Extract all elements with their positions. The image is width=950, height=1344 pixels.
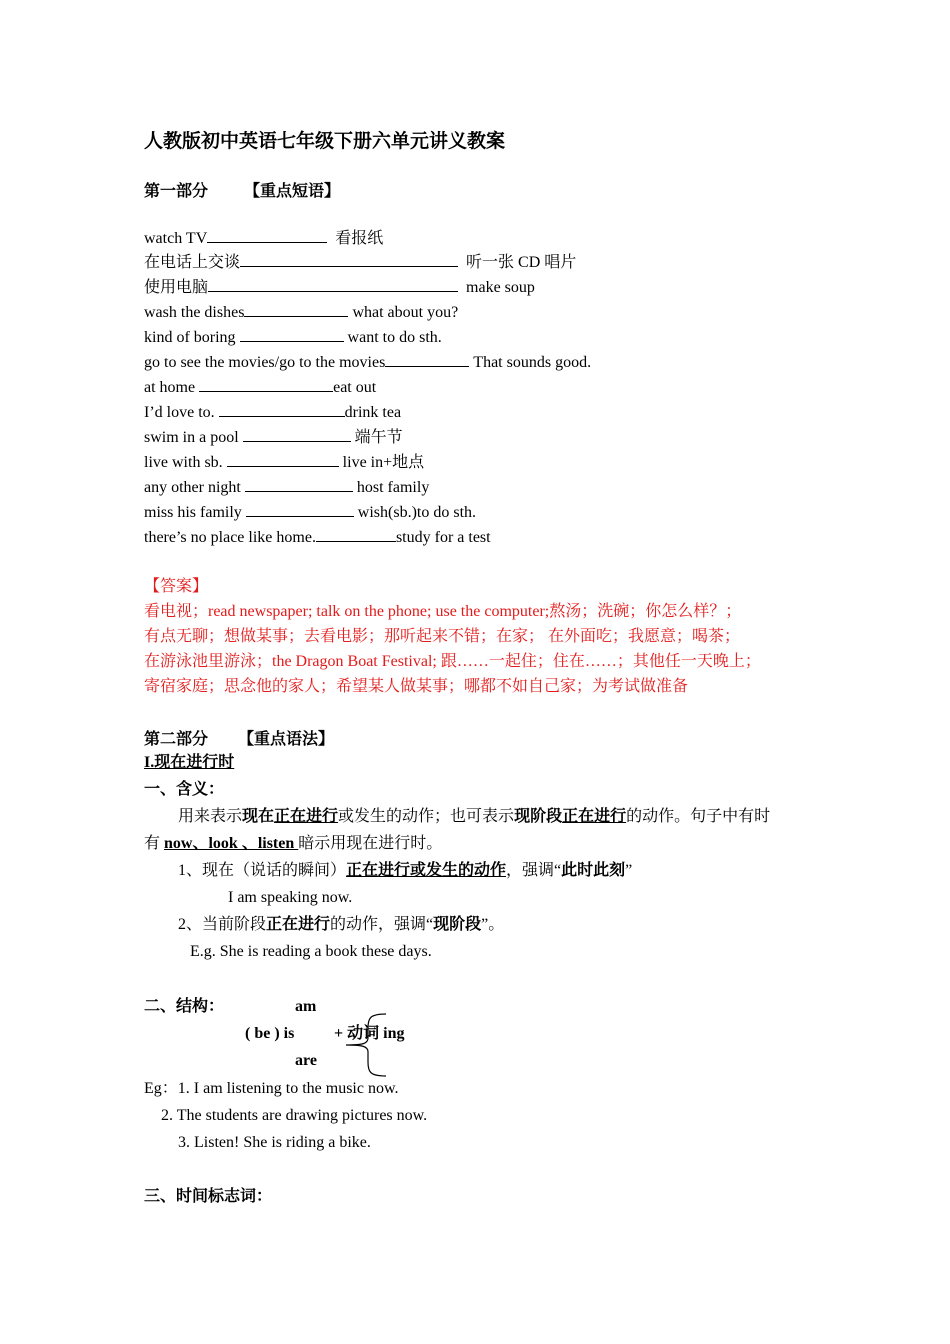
structure-am: am xyxy=(295,998,317,1015)
example-sentence: I am speaking now. xyxy=(228,889,353,906)
phrase-left: I’d love to. xyxy=(144,404,215,421)
phrase-right: 端午节 xyxy=(354,429,403,446)
phrase-right: study for a test xyxy=(395,529,491,546)
phrase-row xyxy=(144,402,401,423)
phrase-row xyxy=(144,502,476,523)
phrase-right: what about you? xyxy=(352,304,459,321)
structure-are: are xyxy=(295,1052,317,1069)
phrase-row xyxy=(144,327,442,348)
phrase-row xyxy=(144,302,458,323)
phrase-right: want to do sth. xyxy=(347,329,442,346)
fill-blank xyxy=(207,228,327,243)
phrase-left: go to see the movies/go to the movies xyxy=(144,354,386,371)
phrase-right: wish(sb.)to do sth. xyxy=(357,504,477,521)
phrase-row xyxy=(144,452,424,473)
phrase-right: eat out xyxy=(333,379,377,396)
structure-example: 3. Listen! She is riding a bike. xyxy=(178,1134,371,1151)
phrase-right: live in+地点 xyxy=(342,454,425,471)
fill-blank xyxy=(245,477,353,492)
structure-example: Eg：1. I am listening to the music now. xyxy=(144,1080,399,1097)
part2-heading xyxy=(144,726,334,749)
meaning-paragraph-line2: 有 now、look 、listen 暗示用现在进行时。 xyxy=(144,835,443,852)
phrase-left: 在电话上交谈 xyxy=(144,254,241,271)
meaning-label: 一、含义： xyxy=(144,781,225,798)
answer-line: 在游泳池里游泳；the Dragon Boat Festival; 跟……一起住；住在……；其他任一天晚上； xyxy=(144,653,761,670)
fill-blank xyxy=(227,452,339,467)
answer-label: 【答案】 xyxy=(144,578,209,595)
phrase-row xyxy=(144,352,591,373)
structure-example: 2. The students are drawing pictures now. xyxy=(161,1107,428,1124)
fill-blank xyxy=(240,327,344,342)
phrase-right: host family xyxy=(356,479,430,496)
structure-verb-ing: + 动词 ing xyxy=(334,1025,405,1042)
answer-line: 有点无聊；想做某事；去看电影；那听起来不错；在家； 在外面吃；我愿意；喝茶； xyxy=(144,628,741,645)
phrase-right: 听一张 CD 唱片 xyxy=(466,254,577,271)
part2-label: 【重点语法】 xyxy=(238,731,335,748)
structure-label: 二、结构： xyxy=(144,998,225,1015)
time-markers-label: 三、时间标志词： xyxy=(144,1188,273,1205)
phrase-left: swim in a pool xyxy=(144,429,239,446)
fill-blank xyxy=(219,402,345,417)
answer-line: 寄宿家庭；思念他的家人；希望某人做某事；哪都不如自己家；为考试做准备 xyxy=(144,678,689,695)
fill-blank xyxy=(385,352,469,367)
fill-blank xyxy=(246,502,354,517)
phrase-left: at home xyxy=(144,379,196,396)
phrase-left: 使用电脑 xyxy=(144,279,209,296)
phrase-left: kind of boring xyxy=(144,329,236,346)
phrase-left: watch TV xyxy=(144,230,208,247)
phrase-left: live with sb. xyxy=(144,454,223,471)
phrase-left: any other night xyxy=(144,479,241,496)
fill-blank xyxy=(243,427,351,442)
usage-point-1: 1、现在（说话的瞬间）正在进行或发生的动作，强调“此时此刻” xyxy=(178,862,633,879)
phrase-row xyxy=(144,427,403,448)
answer-line: 看电视；read newspaper; talk on the phone; use the computer;熬汤；洗碗；你怎么样？； xyxy=(144,603,742,620)
phrase-left: miss his family xyxy=(144,504,242,521)
usage-point-2: 2、当前阶段正在进行的动作，强调“现阶段”。 xyxy=(178,916,505,933)
part2-title: 第二部分 xyxy=(144,731,209,748)
fill-blank xyxy=(199,377,333,392)
phrase-right: drink tea xyxy=(344,404,402,421)
document-title: 人教版初中英语七年级下册六单元讲义教案 xyxy=(144,131,506,152)
phrase-row xyxy=(144,477,429,498)
part1-label: 【重点短语】 xyxy=(244,183,341,200)
phrase-row xyxy=(144,527,491,548)
example-sentence: E.g. She is reading a book these days. xyxy=(190,943,432,960)
meaning-paragraph-line1: 用来表示现在正在进行或发生的动作；也可表示现阶段正在进行的动作。句子中有时 xyxy=(178,808,771,825)
part1-title: 第一部分 xyxy=(144,183,209,200)
grammar-subheading: I.现在进行时 xyxy=(144,754,235,771)
phrase-right: make soup xyxy=(466,279,535,296)
part1-heading xyxy=(144,178,340,201)
phrase-row xyxy=(144,277,535,298)
phrase-row xyxy=(144,252,576,273)
phrase-row xyxy=(144,228,383,249)
phrase-right: That sounds good. xyxy=(473,354,592,371)
fill-blank xyxy=(316,527,396,542)
structure-be: ( be ) is xyxy=(245,1025,295,1042)
curly-brace-icon xyxy=(330,1012,390,1078)
fill-blank xyxy=(244,302,348,317)
phrase-row xyxy=(144,377,376,398)
fill-blank xyxy=(208,277,458,292)
phrase-left: wash the dishes xyxy=(144,304,245,321)
fill-blank xyxy=(240,252,458,267)
phrase-left: there’s no place like home. xyxy=(144,529,316,546)
phrase-right: 看报纸 xyxy=(335,230,384,247)
